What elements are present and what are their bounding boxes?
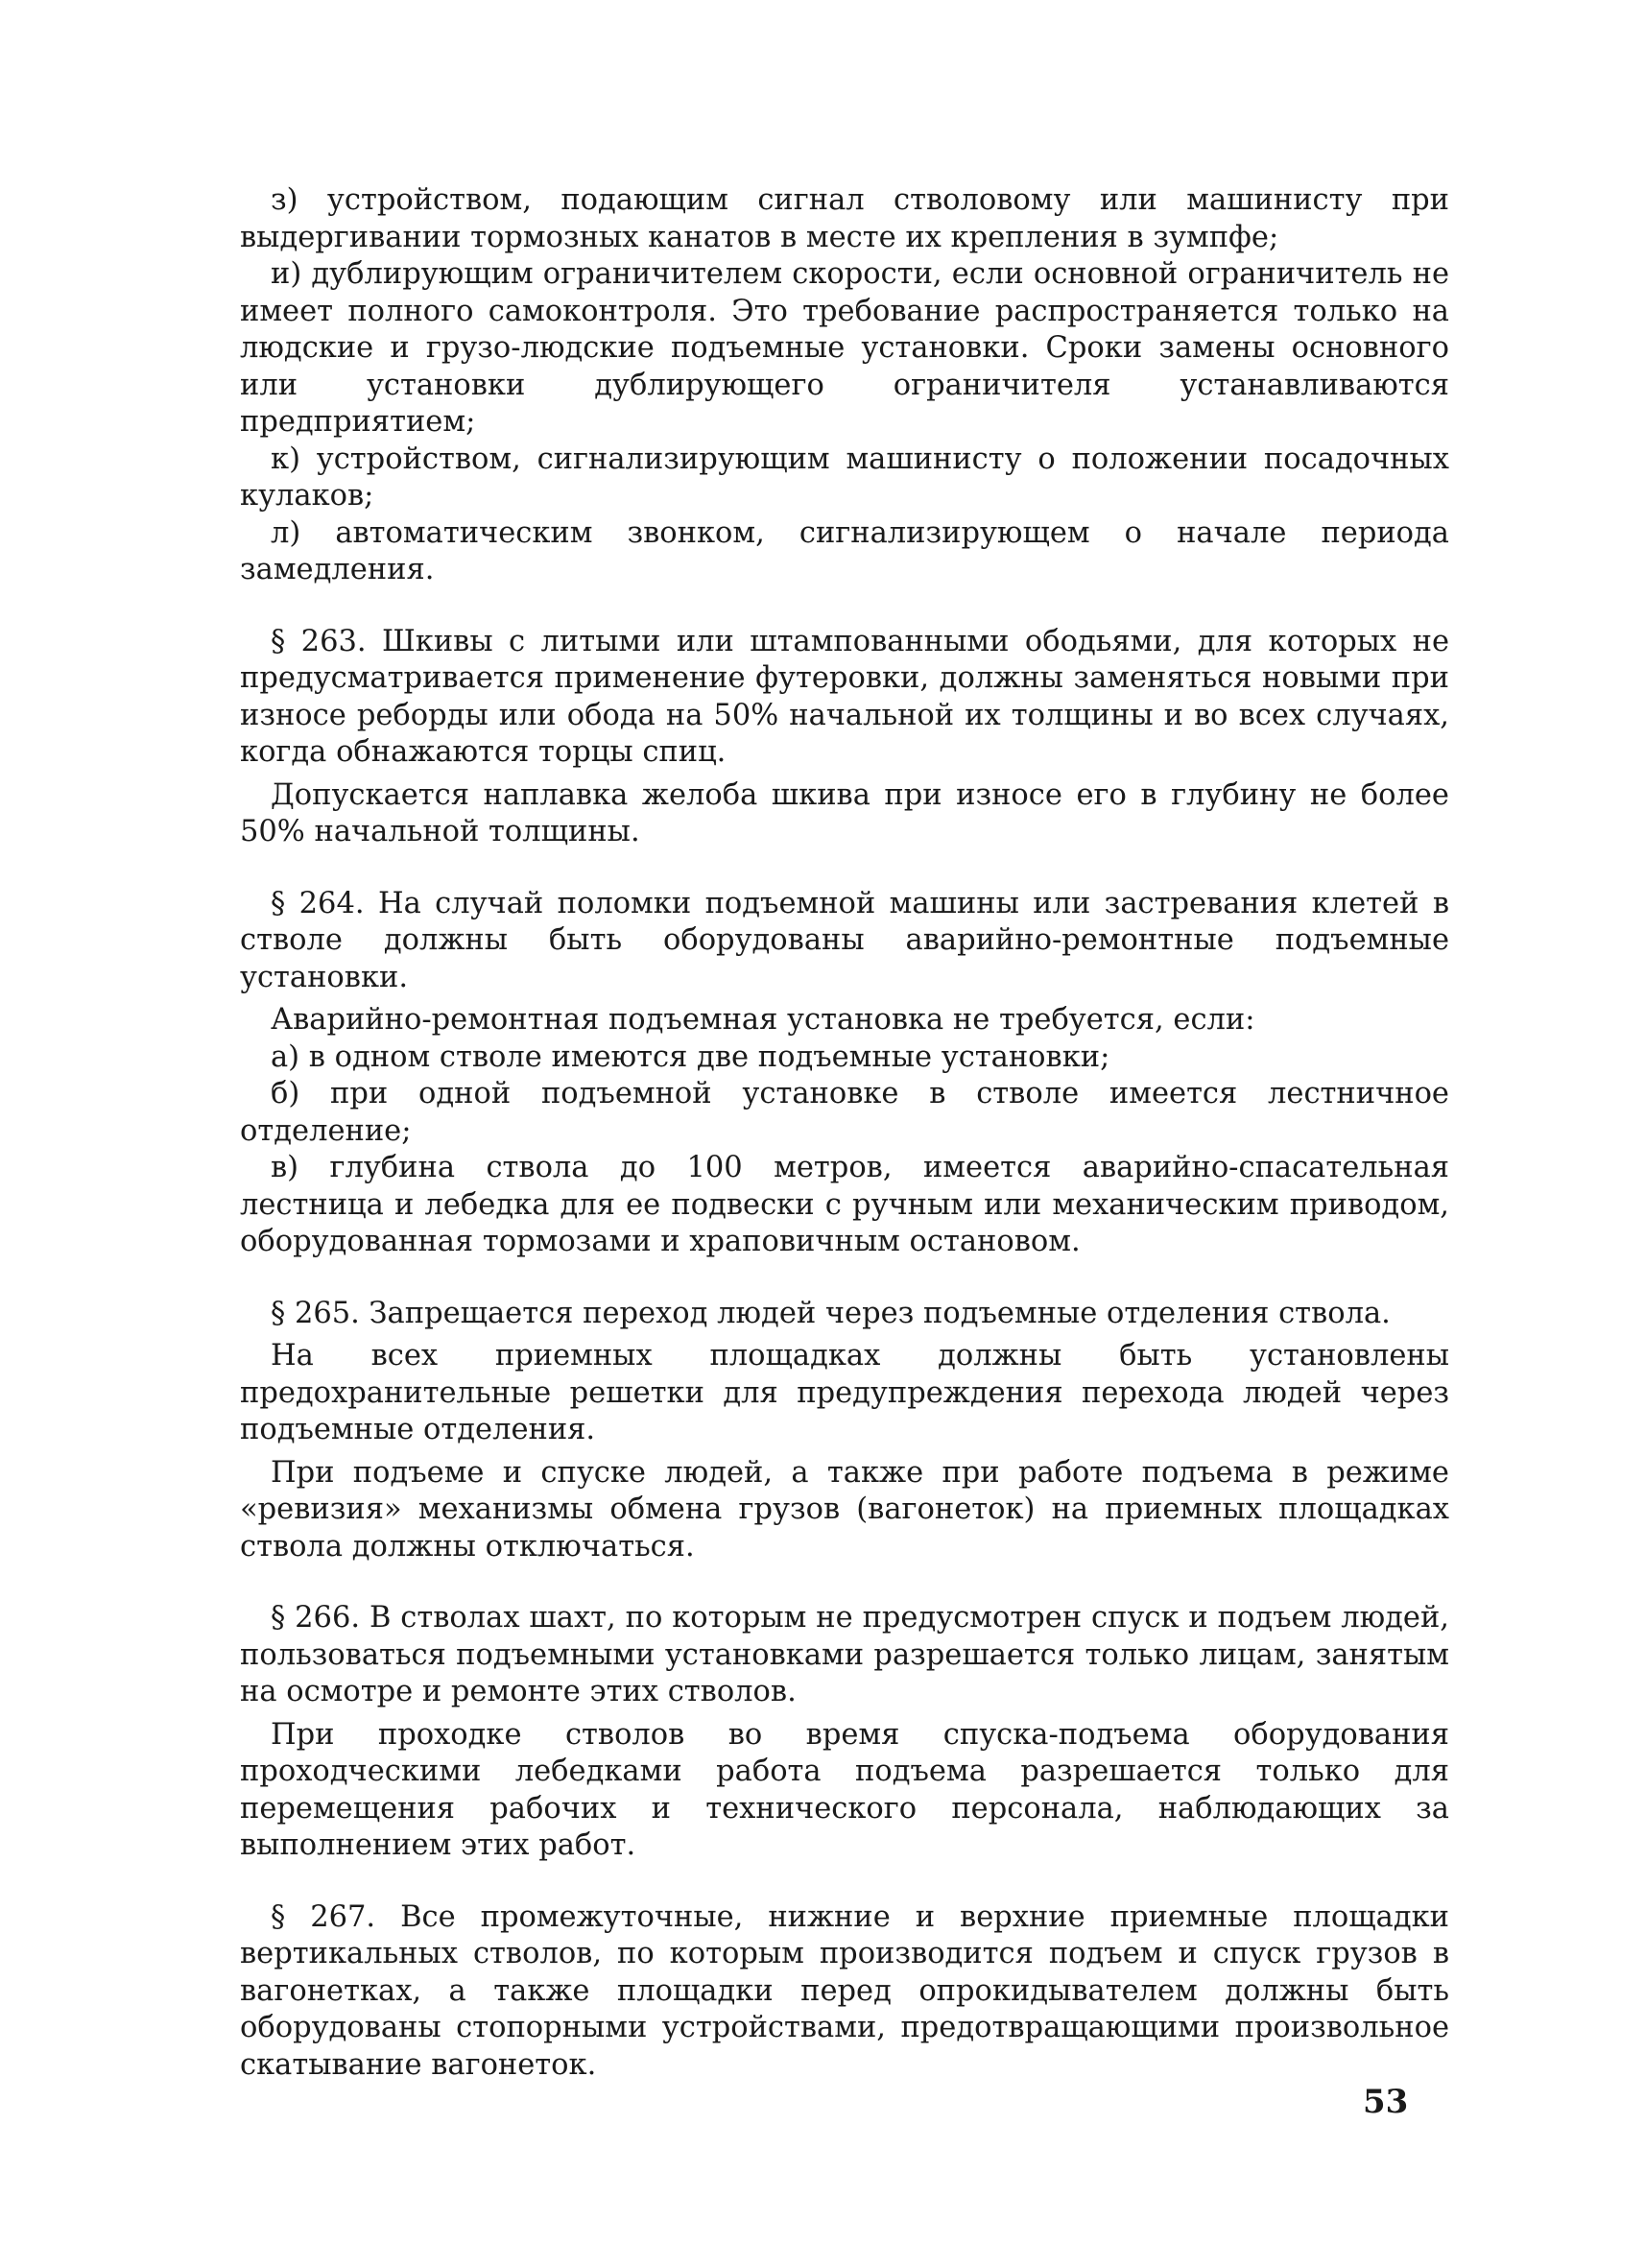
section-263-note: Допускается наплавка желоба шкива при износе его в глубину не более 50% начальной толщины. bbox=[240, 777, 1449, 848]
section-spacer bbox=[240, 1865, 1449, 1899]
section-spacer bbox=[240, 1565, 1449, 1600]
section-264-item-b: б) при одной подъемной установке в стволе имеется лестничное отделение; bbox=[240, 1077, 1449, 1148]
paragraph-item-l: л) автоматическим звонком, сигнализирующем о начале периода замедления. bbox=[240, 515, 1449, 586]
section-spacer bbox=[240, 851, 1449, 886]
section-265-grates: На всех приемных площадках должны быть установлены предохранительные решетки для предупреждения перехода людей через подъемные отделения. bbox=[240, 1339, 1449, 1446]
section-266-sinking: При проходке стволов во время спуска-подъема оборудования проходческими лебедками работа подъема разрешается только для перемещения рабочих и технического персонала, наблюдающих за выполнением этих работ. bbox=[240, 1717, 1449, 1862]
section-265: § 265. Запрещается переход людей через подъемные отделения ствола. bbox=[271, 1296, 1391, 1330]
section-265-mechanisms: При подъеме и спуске людей, а также при работе подъема в режиме «ревизия» механизмы обмена грузов (вагонеток) на приемных площадках ствола должны отключаться. bbox=[240, 1455, 1449, 1564]
section-263: § 263. Шкивы с литыми или штампованными ободьями, для которых не предусматривается применение футеровки, должны заменяться новыми при износе реборды или обода на 50% начальной их толщины и во всех случаях, когда обнажаются торцы спиц. bbox=[240, 624, 1449, 769]
section-267: § 267. Все промежуточные, нижние и верхние приемные площадки вертикальных стволов, по которым производится подъем и спуск грузов в вагонетках, а также площадки перед опрокидывателем должны быть оборудованы стопорными устройствами, предотвращающими произвольное скатывание вагонеток. bbox=[240, 1899, 1449, 2082]
paragraph-item-k: к) устройством, сигнализирующим машинисту о положении посадочных кулаков; bbox=[240, 442, 1449, 513]
section-264-item-v: в) глубина ствола до 100 метров, имеется аварийно-спасательная лестница и лебедка для ее подвески с ручным или механическим приводом, оборудованная тормозами и храповичным остановом. bbox=[240, 1151, 1449, 1258]
section-264-condition: Аварийно-ремонтная подъемная установка не требуется, если: bbox=[271, 1003, 1255, 1037]
document-page bbox=[240, 182, 1449, 2084]
section-264: § 264. На случай поломки подъемной машины или застревания клетей в стволе должны быть оборудованы аварийно-ремонтные подъемные установки. bbox=[240, 886, 1449, 994]
paragraph-item-z: з) устройством, подающим сигнал стволовому или машинисту при выдергивании тормозных канатов в месте их крепления в зумпфе; bbox=[240, 183, 1449, 254]
section-266: § 266. В стволах шахт, по которым не предусмотрен спуск и подъем людей, пользоваться подъемными установками разрешается только лицам, занятым на осмотре и ремонте этих стволов. bbox=[240, 1601, 1449, 1708]
section-264-item-a: а) в одном стволе имеются две подъемные установки; bbox=[271, 1039, 1110, 1074]
paragraph-item-i: и) дублирующим ограничителем скорости, если основной ограничитель не имеет полного самоконтроля. Это требование распространяется только на людские и грузо-людские подъемные установки. Сроки замены основного или установки дублирующего ограничителя устанавливаются предприятием; bbox=[240, 257, 1449, 439]
section-spacer bbox=[240, 589, 1449, 624]
section-spacer bbox=[240, 1261, 1449, 1296]
page-number: 53 bbox=[1363, 2083, 1409, 2121]
